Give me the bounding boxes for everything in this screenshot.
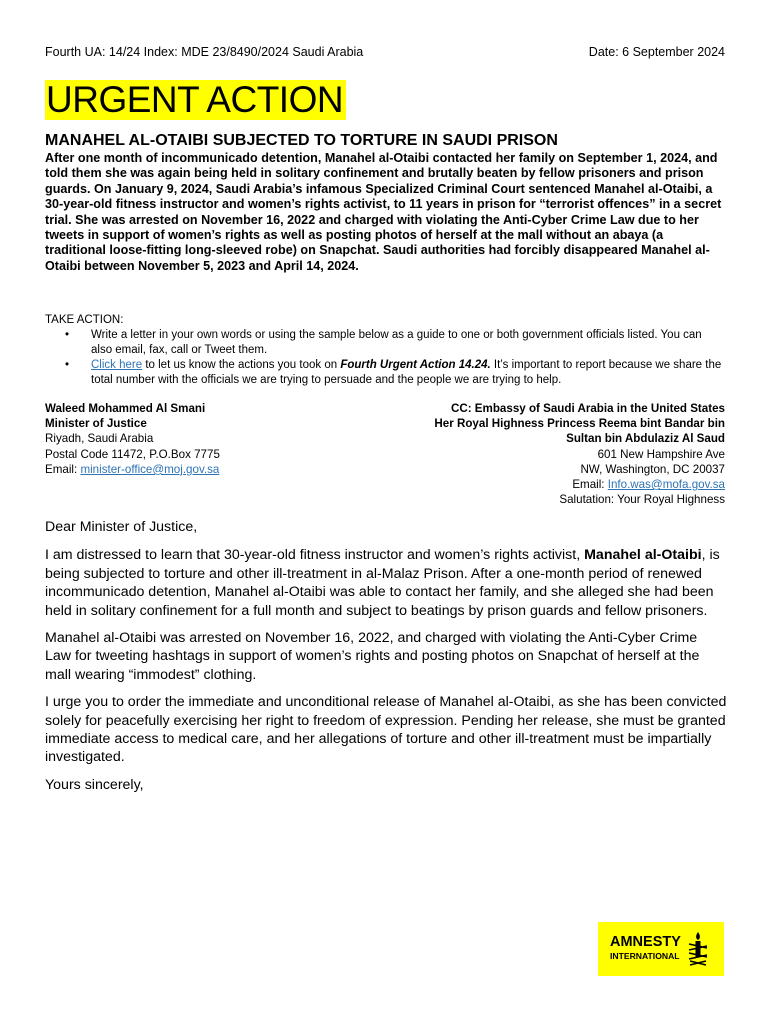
urgent-action-banner: URGENT ACTION	[45, 80, 346, 120]
index-line: Fourth UA: 14/24 Index: MDE 23/8490/2024 Saudi Arabia	[45, 45, 364, 59]
summary-paragraph: After one month of incommunicado detention, Manahel al-Otaibi contacted her family on September 1, 2024, and told them she was again being held in solitary confinement and brutally beaten by fellow prisoners and prison guards. On January 9, 2024, Saudi Arabia’s infamous Specialized Criminal Court sentenced Manahel al-Otaibi, a 30-year-old fitness instructor and women’s rights activist, to 11 years in prison for “terrorist offences” in a secret trial. She was arrested on November 16, 2022 and charged with violating the Anti-Cyber Crime Law due to her tweets in support of women’s rights as well as posting photos of herself at the mall without an abaya (a traditional loose-fitting long-sleeved robe) on Snapchat. Saudi authorities had forcibly disappeared Manahel al-Otaibi between November 5, 2023 and April 14, 2024.	[45, 151, 722, 273]
logo-word-international: INTERNATIONAL	[610, 951, 680, 961]
sample-letter	[45, 518, 727, 803]
addressee-postal: Postal Code 11472, P.O.Box 7775	[45, 447, 220, 461]
letter-bold-name: Manahel al-Otaibi	[584, 547, 702, 564]
addressee-name: Waleed Mohammed Al Smani	[45, 402, 206, 415]
date-line: Date: 6 September 2024	[588, 45, 725, 59]
take-action-list	[45, 328, 725, 388]
cc-city: NW, Washington, DC 20037	[580, 462, 725, 476]
letter-closing: Yours sincerely,	[45, 776, 144, 793]
list-item	[45, 358, 725, 388]
list-item-text: to let us know the actions you took on	[142, 359, 341, 371]
cc-block	[385, 401, 725, 507]
cc-email-line	[385, 477, 725, 492]
headline: MANAHEL AL-OTAIBI SUBJECTED TO TORTURE IN SAUDI PRISON	[45, 132, 558, 149]
letter-paragraph	[45, 546, 727, 620]
email-label: Email:	[572, 478, 608, 492]
logo-wordmark	[610, 935, 681, 963]
letter-paragraph: I urge you to order the immediate and unconditional release of Manahel al-Otaibi, as she has been convicted solely for peacefully exercising her right to freedom of expression. Pending her release, she must be granted immediate access to medical care, and her allegations of torture and other ill-treatment must be impartially investigated.	[45, 694, 727, 766]
addressee-title: Minister of Justice	[45, 417, 147, 431]
amnesty-logo	[598, 922, 724, 976]
cc-line: CC: Embassy of Saudi Arabia in the United States	[450, 402, 725, 415]
letter-greeting: Dear Minister of Justice,	[45, 519, 198, 535]
bullet-icon: •	[65, 329, 70, 341]
email-label: Email:	[45, 462, 81, 476]
take-action-title: TAKE ACTION:	[45, 314, 124, 326]
letter-paragraph: Manahel al-Otaibi was arrested on November 16, 2022, and charged with violating the Anti-Cyber Crime Law for tweeting hashtags in support of women’s rights and posting photos on Snapchat of herself at the mall wearing “immodest” clothing.	[45, 630, 700, 683]
addressee-block	[45, 401, 385, 477]
addressee-email-link[interactable]: minister-office@moj.gov.sa	[80, 462, 220, 476]
letter-text: I am distressed to learn that 30-year-old fitness instructor and women’s rights activist,	[45, 547, 585, 564]
cc-salutation: Salutation: Your Royal Highness	[559, 493, 725, 507]
addressee-city: Riyadh, Saudi Arabia	[45, 432, 154, 446]
cc-street: 601 New Hampshire Ave	[597, 447, 725, 461]
addressee-email-line	[45, 462, 385, 477]
document-header	[45, 45, 725, 59]
click-here-link[interactable]: Click here	[91, 359, 143, 371]
list-item-text: It’s important to report because we share the total number with the officials we are trying to persuade and the people we are trying to help.	[91, 359, 722, 386]
cc-email-link[interactable]: Info.was@mofa.gov.sa	[607, 478, 725, 492]
list-item	[45, 328, 725, 358]
cc-name-line: Her Royal Highness Princess Reema bint Bandar bin	[434, 417, 725, 431]
candle-barbed-wire-icon	[687, 931, 709, 967]
bullet-icon: •	[65, 359, 70, 371]
action-reference: Fourth Urgent Action 14.24.	[340, 359, 491, 371]
cc-name-line: Sultan bin Abdulaziz Al Saud	[566, 432, 725, 446]
list-item-text: Write a letter in your own words or using the sample below as a guide to one or both government officials listed. You can also email, fax, call or Tweet them.	[91, 329, 702, 356]
letter-text: , is being subjected to torture and other ill-treatment in al-Malaz Prison. After a one-month period of renewed incommunicado detention, Manahel al-Otaibi was able to contact her family, and she alleged she had been held in solitary confinement for a full month and subject to beatings by prison guards and fellow prisoners.	[45, 547, 720, 619]
logo-word-amnesty: AMNESTY	[610, 934, 681, 950]
take-action-section	[45, 313, 725, 388]
